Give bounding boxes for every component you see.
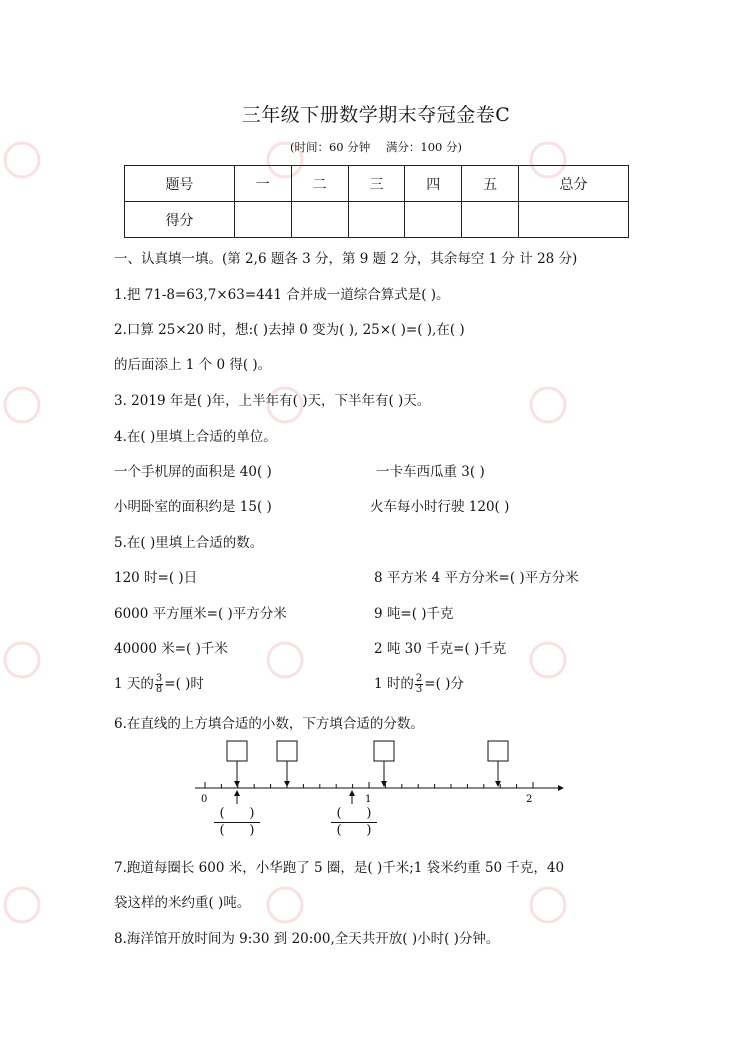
fraction-answer-blank[interactable]: [214, 806, 260, 839]
paren-close: ): [249, 806, 255, 821]
tick-label: 1: [365, 794, 372, 805]
fraction-numerator: 3: [155, 673, 163, 684]
page-title: 三年级下册数学期末夺冠金卷C: [241, 104, 511, 126]
fraction-numerator: 2: [415, 673, 423, 684]
question-5-item: 2 吨 30 千克=( )千克: [374, 641, 507, 657]
question-5-item-fraction: [374, 672, 464, 695]
fraction-prefix: 1 天的: [114, 676, 154, 692]
fraction-blank-numerator: [331, 806, 377, 822]
fraction-blank-denominator: [331, 823, 377, 839]
question-4-item: 小明卧室的面积约是 15( ): [114, 499, 272, 515]
question-8: 8.海洋馆开放时间为 9:30 到 20:00,全天共开放( )小时( )分钟。: [114, 931, 500, 947]
tick-label: 2: [526, 794, 533, 805]
number-line-diagram: [190, 738, 570, 808]
question-5-item: 6000 平方厘米=( )平方分米: [114, 606, 287, 622]
table-cell: 四: [405, 166, 462, 202]
paren-open: (: [336, 806, 342, 821]
question-7-line-1: 7.跑道每圈长 600 米，小华跑了 5 圈，是( )千米;1 袋米约重 50 千克，40: [114, 860, 565, 876]
exam-subtitle: [0, 139, 752, 155]
fraction-denominator: 3: [415, 684, 423, 695]
question-3: 3. 2019 年是( )年，上半年有( )天，下半年有( )天。: [114, 393, 431, 409]
answer-box[interactable]: [488, 741, 508, 761]
question-6: 6.在直线的上方填合适的小数，下方填合适的分数。: [114, 716, 424, 732]
exam-score: 满分：100 分): [385, 140, 463, 154]
table-cell: 五: [462, 166, 519, 202]
fraction-suffix: =( )时: [164, 676, 204, 692]
paren-open: (: [219, 823, 225, 838]
question-5-item: 40000 米=( )千米: [114, 641, 228, 657]
table-cell: 三: [348, 166, 405, 202]
paren-open: (: [219, 806, 225, 821]
score-input-cell[interactable]: [462, 202, 519, 238]
question-5-item: 9 吨=( )千克: [374, 606, 454, 622]
question-4-item: 一个手机屏的面积是 40( ): [114, 464, 272, 480]
question-5-item: 120 时=( )日: [114, 570, 198, 586]
fraction-prefix: 1 时的: [374, 676, 414, 692]
fraction-answer-blank[interactable]: [331, 806, 377, 839]
fraction-blank-numerator: [214, 806, 260, 822]
question-5: 5.在( )里填上合适的数。: [114, 535, 264, 551]
answer-box[interactable]: [277, 741, 297, 761]
tick-label: 0: [201, 794, 208, 805]
question-2-line-1: 2.口算 25×20 时，想:( )去掉 0 变为( ), 25×( )=( ),在( ): [114, 322, 465, 338]
exam-time: (时间：60 分钟: [289, 140, 371, 154]
fraction: [155, 674, 163, 695]
fraction-blank-denominator: [214, 823, 260, 839]
axis-ticks: [205, 782, 533, 788]
table-cell: 总分: [519, 166, 629, 202]
table-cell: 得分: [125, 202, 235, 238]
table-row: [125, 202, 629, 238]
score-input-cell[interactable]: [291, 202, 348, 238]
table-cell: 二: [291, 166, 348, 202]
question-7-line-2: 袋这样的米约重( )吨。: [114, 895, 251, 911]
fraction-suffix: =( )分: [424, 676, 464, 692]
table-row: [125, 166, 629, 202]
question-1: 1.把 71-8=63,7×63=441 合并成一道综合算式是( )。: [114, 287, 450, 303]
score-input-cell[interactable]: [519, 202, 629, 238]
score-input-cell[interactable]: [405, 202, 462, 238]
question-4-item: 一卡车西瓜重 3( ): [376, 464, 485, 480]
score-table: [124, 165, 629, 238]
paren-close: ): [366, 806, 372, 821]
score-input-cell[interactable]: [348, 202, 405, 238]
fraction: [415, 674, 423, 695]
question-5-item-fraction: [114, 672, 204, 695]
question-2-line-2: 的后面添上 1 个 0 得( )。: [114, 357, 272, 373]
question-4-item: 火车每小时行驶 120( ): [370, 499, 510, 515]
paren-close: ): [249, 823, 255, 838]
fraction-denominator: 8: [155, 684, 163, 695]
answer-box[interactable]: [374, 741, 394, 761]
paren-close: ): [366, 823, 372, 838]
answer-box[interactable]: [227, 741, 247, 761]
table-cell: 题号: [125, 166, 235, 202]
section-heading: 一、认真填一填。(第 2,6 题各 3 分，第 9 题 2 分，其余每空 1 分 计 28 分): [114, 251, 578, 267]
score-input-cell[interactable]: [234, 202, 291, 238]
paren-open: (: [336, 823, 342, 838]
table-cell: 一: [234, 166, 291, 202]
question-5-item: 8 平方米 4 平方分米=( )平方分米: [374, 570, 579, 586]
question-4: 4.在( )里填上合适的单位。: [114, 429, 277, 445]
